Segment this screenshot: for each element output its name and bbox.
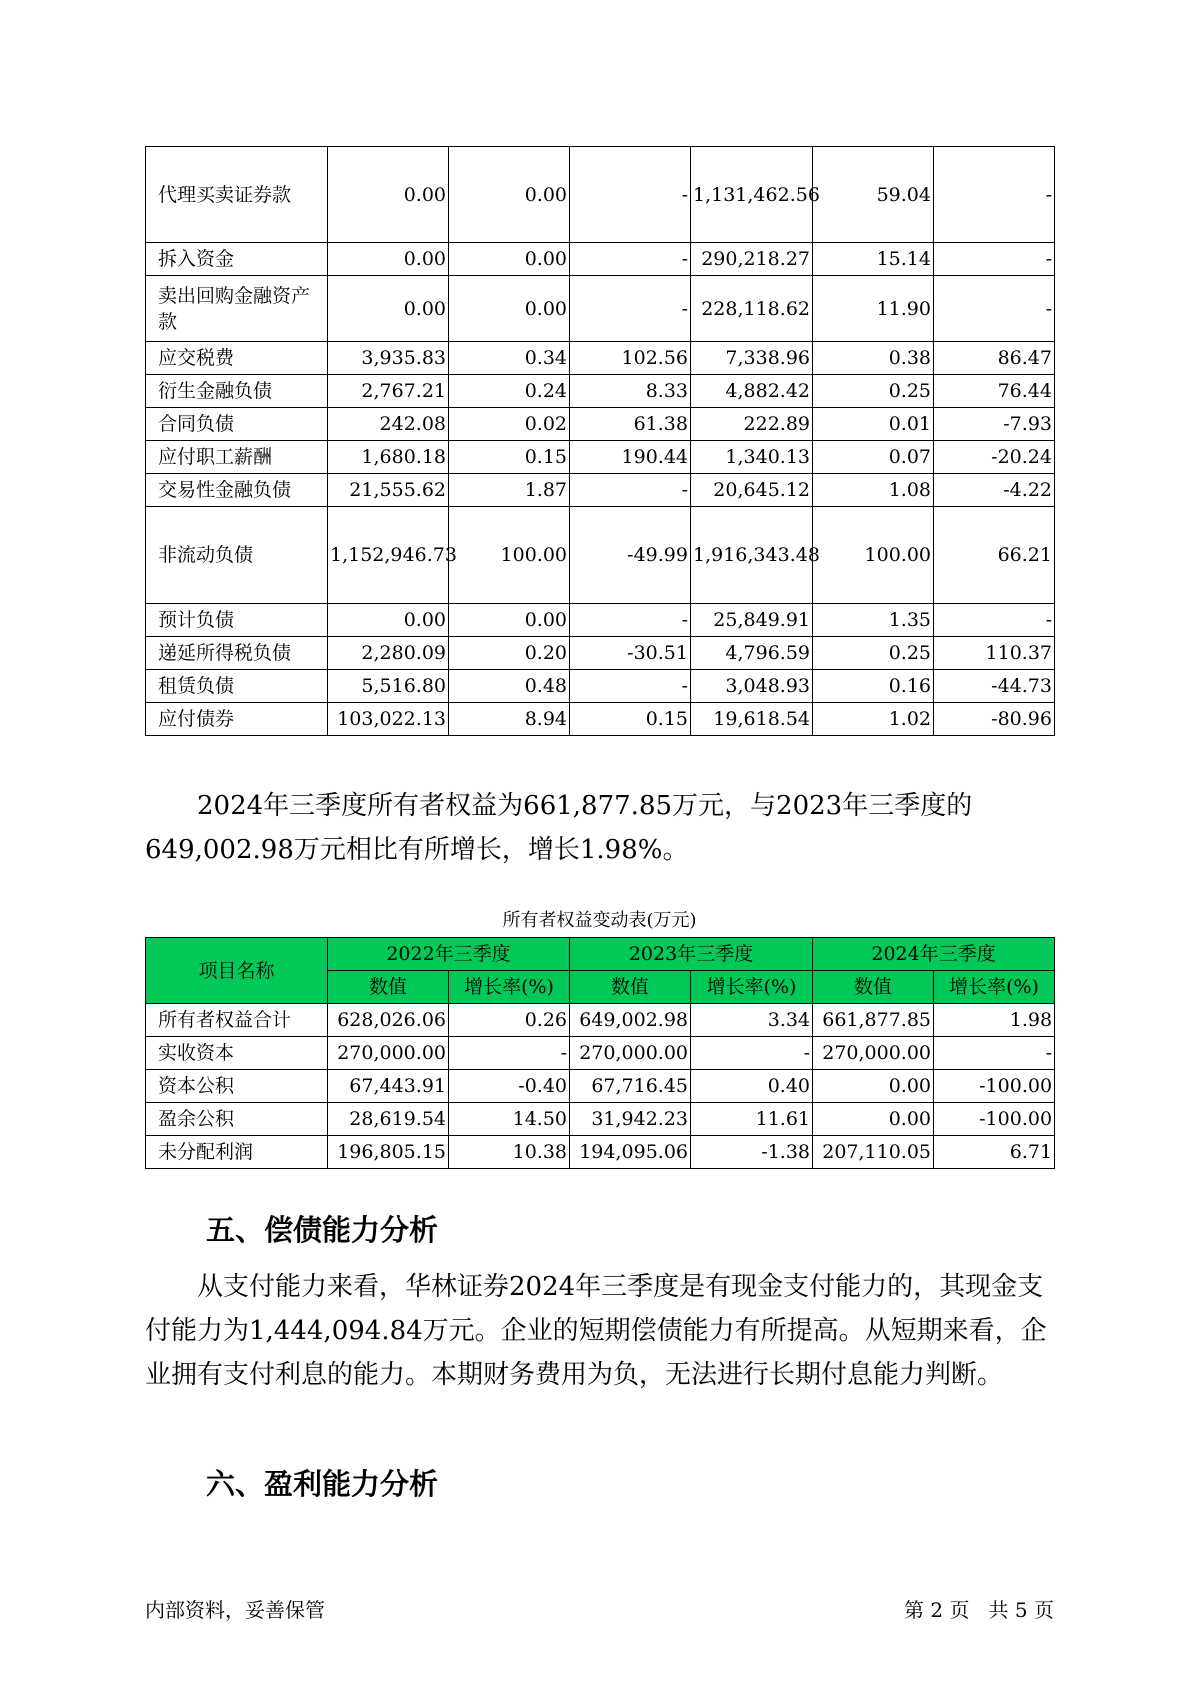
cell-c2: 0.26	[449, 1004, 570, 1037]
cell-c6: 66.21	[934, 507, 1055, 604]
cell-c1: 2,280.09	[328, 637, 449, 670]
equity-summary-paragraph: 2024年三季度所有者权益为661,877.85万元，与2023年三季度的649,002.98万元相比有所增长，增长1.98%。	[145, 791, 973, 865]
row-item-name: 交易性金融负债	[146, 474, 328, 507]
cell-c5: 0.00	[813, 1070, 934, 1103]
cell-c5: 1.35	[813, 604, 934, 637]
cell-c1: 196,805.15	[328, 1136, 449, 1169]
row-item-name: 所有者权益合计	[146, 1004, 328, 1037]
cell-c1: 5,516.80	[328, 670, 449, 703]
row-item-name: 应付职工薪酬	[146, 441, 328, 474]
cell-c5: 0.25	[813, 375, 934, 408]
cell-c5: 661,877.85	[813, 1004, 934, 1037]
row-item-name: 代理买卖证券款	[146, 147, 328, 243]
cell-c1: 1,152,946.73	[328, 507, 449, 604]
cell-c2: 100.00	[449, 507, 570, 604]
row-item-name: 衍生金融负债	[146, 375, 328, 408]
row-item-name: 租赁负债	[146, 670, 328, 703]
cell-c4: 4,796.59	[691, 637, 813, 670]
cell-c1: 103,022.13	[328, 703, 449, 736]
row-item-name: 资本公积	[146, 1070, 328, 1103]
table-row	[146, 637, 1055, 670]
cell-c2: 0.00	[449, 243, 570, 276]
cell-c5: 0.16	[813, 670, 934, 703]
cell-c1: 242.08	[328, 408, 449, 441]
cell-c5: 15.14	[813, 243, 934, 276]
cell-c1: 270,000.00	[328, 1037, 449, 1070]
cell-c3: -30.51	[570, 637, 691, 670]
cell-c1: 628,026.06	[328, 1004, 449, 1037]
table-row	[146, 1070, 1055, 1103]
liabilities-table	[145, 146, 1055, 736]
cell-c6: -4.22	[934, 474, 1055, 507]
cell-c2: -0.40	[449, 1070, 570, 1103]
cell-c1: 0.00	[328, 243, 449, 276]
cell-c6: 6.71	[934, 1136, 1055, 1169]
cell-c4: 1,916,343.48	[691, 507, 813, 604]
row-item-name: 拆入资金	[146, 243, 328, 276]
cell-c3: 67,716.45	[570, 1070, 691, 1103]
cell-c4: 7,338.96	[691, 342, 813, 375]
cell-c5: 0.25	[813, 637, 934, 670]
header-year-2024: 2024年三季度	[813, 938, 1055, 971]
cell-c6: -100.00	[934, 1103, 1055, 1136]
solvency-paragraph: 从支付能力来看，华林证券2024年三季度是有现金支付能力的，其现金支付能力为1,444,094.84万元。企业的短期偿债能力有所提高。从短期来看，企业拥有支付利息的能力。本期财务费用为负，无法进行长期付息能力判断。	[145, 1272, 1047, 1390]
header-value: 数值	[813, 971, 934, 1004]
cell-c3: 194,095.06	[570, 1136, 691, 1169]
cell-c6: -7.93	[934, 408, 1055, 441]
cell-c4: 11.61	[691, 1103, 813, 1136]
cell-c2: 8.94	[449, 703, 570, 736]
cell-c1: 2,767.21	[328, 375, 449, 408]
cell-c3: 31,942.23	[570, 1103, 691, 1136]
cell-c2: 0.20	[449, 637, 570, 670]
table-caption: 所有者权益变动表(万元)	[502, 910, 697, 931]
cell-c4: 1,131,462.56	[691, 147, 813, 243]
cell-c5: 0.01	[813, 408, 934, 441]
cell-c3: 102.56	[570, 342, 691, 375]
cell-c5: 0.38	[813, 342, 934, 375]
row-item-name: 应付债券	[146, 703, 328, 736]
cell-c5: 1.02	[813, 703, 934, 736]
cell-c5: 59.04	[813, 147, 934, 243]
cell-c5: 100.00	[813, 507, 934, 604]
row-item-name: 未分配利润	[146, 1136, 328, 1169]
table-row	[146, 375, 1055, 408]
cell-c2: 0.15	[449, 441, 570, 474]
cell-c6: -	[934, 604, 1055, 637]
cell-c2: 0.02	[449, 408, 570, 441]
table-row	[146, 408, 1055, 441]
table-row	[146, 1103, 1055, 1136]
cell-c3: -	[570, 243, 691, 276]
row-item-name: 非流动负债	[146, 507, 328, 604]
cell-c1: 3,935.83	[328, 342, 449, 375]
cell-c4: 4,882.42	[691, 375, 813, 408]
table-row	[146, 1004, 1055, 1037]
header-year-2023: 2023年三季度	[570, 938, 813, 971]
cell-c2: 10.38	[449, 1136, 570, 1169]
cell-c1: 0.00	[328, 604, 449, 637]
cell-c2: 1.87	[449, 474, 570, 507]
table-row	[146, 604, 1055, 637]
cell-c4: 3,048.93	[691, 670, 813, 703]
cell-c2: -	[449, 1037, 570, 1070]
cell-c3: 190.44	[570, 441, 691, 474]
cell-c6: -	[934, 276, 1055, 342]
cell-c4: -	[691, 1037, 813, 1070]
section-heading-solvency: 五、偿债能力分析	[206, 1213, 439, 1247]
cell-c3: 270,000.00	[570, 1037, 691, 1070]
cell-c3: -	[570, 147, 691, 243]
row-item-name: 实收资本	[146, 1037, 328, 1070]
header-value: 数值	[570, 971, 691, 1004]
cell-c4: 3.34	[691, 1004, 813, 1037]
cell-c3: -49.99	[570, 507, 691, 604]
table-row	[146, 670, 1055, 703]
header-growth: 增长率(%)	[934, 971, 1055, 1004]
cell-c1: 1,680.18	[328, 441, 449, 474]
cell-c1: 0.00	[328, 276, 449, 342]
cell-c5: 0.00	[813, 1103, 934, 1136]
cell-c4: 222.89	[691, 408, 813, 441]
cell-c6: -	[934, 1037, 1055, 1070]
cell-c6: -20.24	[934, 441, 1055, 474]
cell-c3: -	[570, 670, 691, 703]
cell-c6: -	[934, 147, 1055, 243]
cell-c5: 0.07	[813, 441, 934, 474]
cell-c2: 14.50	[449, 1103, 570, 1136]
row-item-name: 卖出回购金融资产款	[146, 276, 328, 342]
cell-c5: 270,000.00	[813, 1037, 934, 1070]
cell-c3: -	[570, 474, 691, 507]
cell-c2: 0.00	[449, 604, 570, 637]
cell-c6: 110.37	[934, 637, 1055, 670]
cell-c3: 0.15	[570, 703, 691, 736]
row-item-name: 递延所得税负债	[146, 637, 328, 670]
cell-c6: -100.00	[934, 1070, 1055, 1103]
cell-c1: 28,619.54	[328, 1103, 449, 1136]
cell-c2: 0.34	[449, 342, 570, 375]
cell-c6: -80.96	[934, 703, 1055, 736]
table-row	[146, 342, 1055, 375]
cell-c6: -	[934, 243, 1055, 276]
table-row	[146, 441, 1055, 474]
cell-c1: 67,443.91	[328, 1070, 449, 1103]
header-year-2022: 2022年三季度	[328, 938, 570, 971]
cell-c2: 0.00	[449, 147, 570, 243]
row-item-name: 预计负债	[146, 604, 328, 637]
header-growth: 增长率(%)	[691, 971, 813, 1004]
table-row	[146, 474, 1055, 507]
cell-c4: 0.40	[691, 1070, 813, 1103]
footer-confidential-note: 内部资料，妥善保管	[145, 1598, 325, 1622]
cell-c3: -	[570, 604, 691, 637]
cell-c5: 1.08	[813, 474, 934, 507]
cell-c6: 86.47	[934, 342, 1055, 375]
cell-c6: -44.73	[934, 670, 1055, 703]
cell-c6: 76.44	[934, 375, 1055, 408]
row-item-name: 应交税费	[146, 342, 328, 375]
section-heading-profitability: 六、盈利能力分析	[206, 1467, 439, 1501]
cell-c3: 649,002.98	[570, 1004, 691, 1037]
header-growth: 增长率(%)	[449, 971, 570, 1004]
table-row	[146, 243, 1055, 276]
cell-c4: 19,618.54	[691, 703, 813, 736]
cell-c1: 21,555.62	[328, 474, 449, 507]
cell-c2: 0.48	[449, 670, 570, 703]
row-item-name: 合同负债	[146, 408, 328, 441]
cell-c4: 290,218.27	[691, 243, 813, 276]
cell-c4: 20,645.12	[691, 474, 813, 507]
cell-c4: 25,849.91	[691, 604, 813, 637]
header-item-name: 项目名称	[146, 938, 328, 1004]
cell-c2: 0.24	[449, 375, 570, 408]
table-row	[146, 507, 1055, 604]
table-row	[146, 1037, 1055, 1070]
cell-c5: 11.90	[813, 276, 934, 342]
cell-c4: -1.38	[691, 1136, 813, 1169]
row-item-name: 盈余公积	[146, 1103, 328, 1136]
table-row	[146, 147, 1055, 243]
table-row	[146, 276, 1055, 342]
cell-c3: 61.38	[570, 408, 691, 441]
table-row	[146, 703, 1055, 736]
cell-c2: 0.00	[449, 276, 570, 342]
cell-c1: 0.00	[328, 147, 449, 243]
footer-page-number: 第 2 页 共 5 页	[904, 1598, 1054, 1622]
cell-c3: -	[570, 276, 691, 342]
cell-c3: 8.33	[570, 375, 691, 408]
cell-c5: 207,110.05	[813, 1136, 934, 1169]
cell-c6: 1.98	[934, 1004, 1055, 1037]
cell-c4: 228,118.62	[691, 276, 813, 342]
cell-c4: 1,340.13	[691, 441, 813, 474]
header-value: 数值	[328, 971, 449, 1004]
table-row	[146, 1136, 1055, 1169]
equity-change-table	[145, 937, 1055, 1169]
